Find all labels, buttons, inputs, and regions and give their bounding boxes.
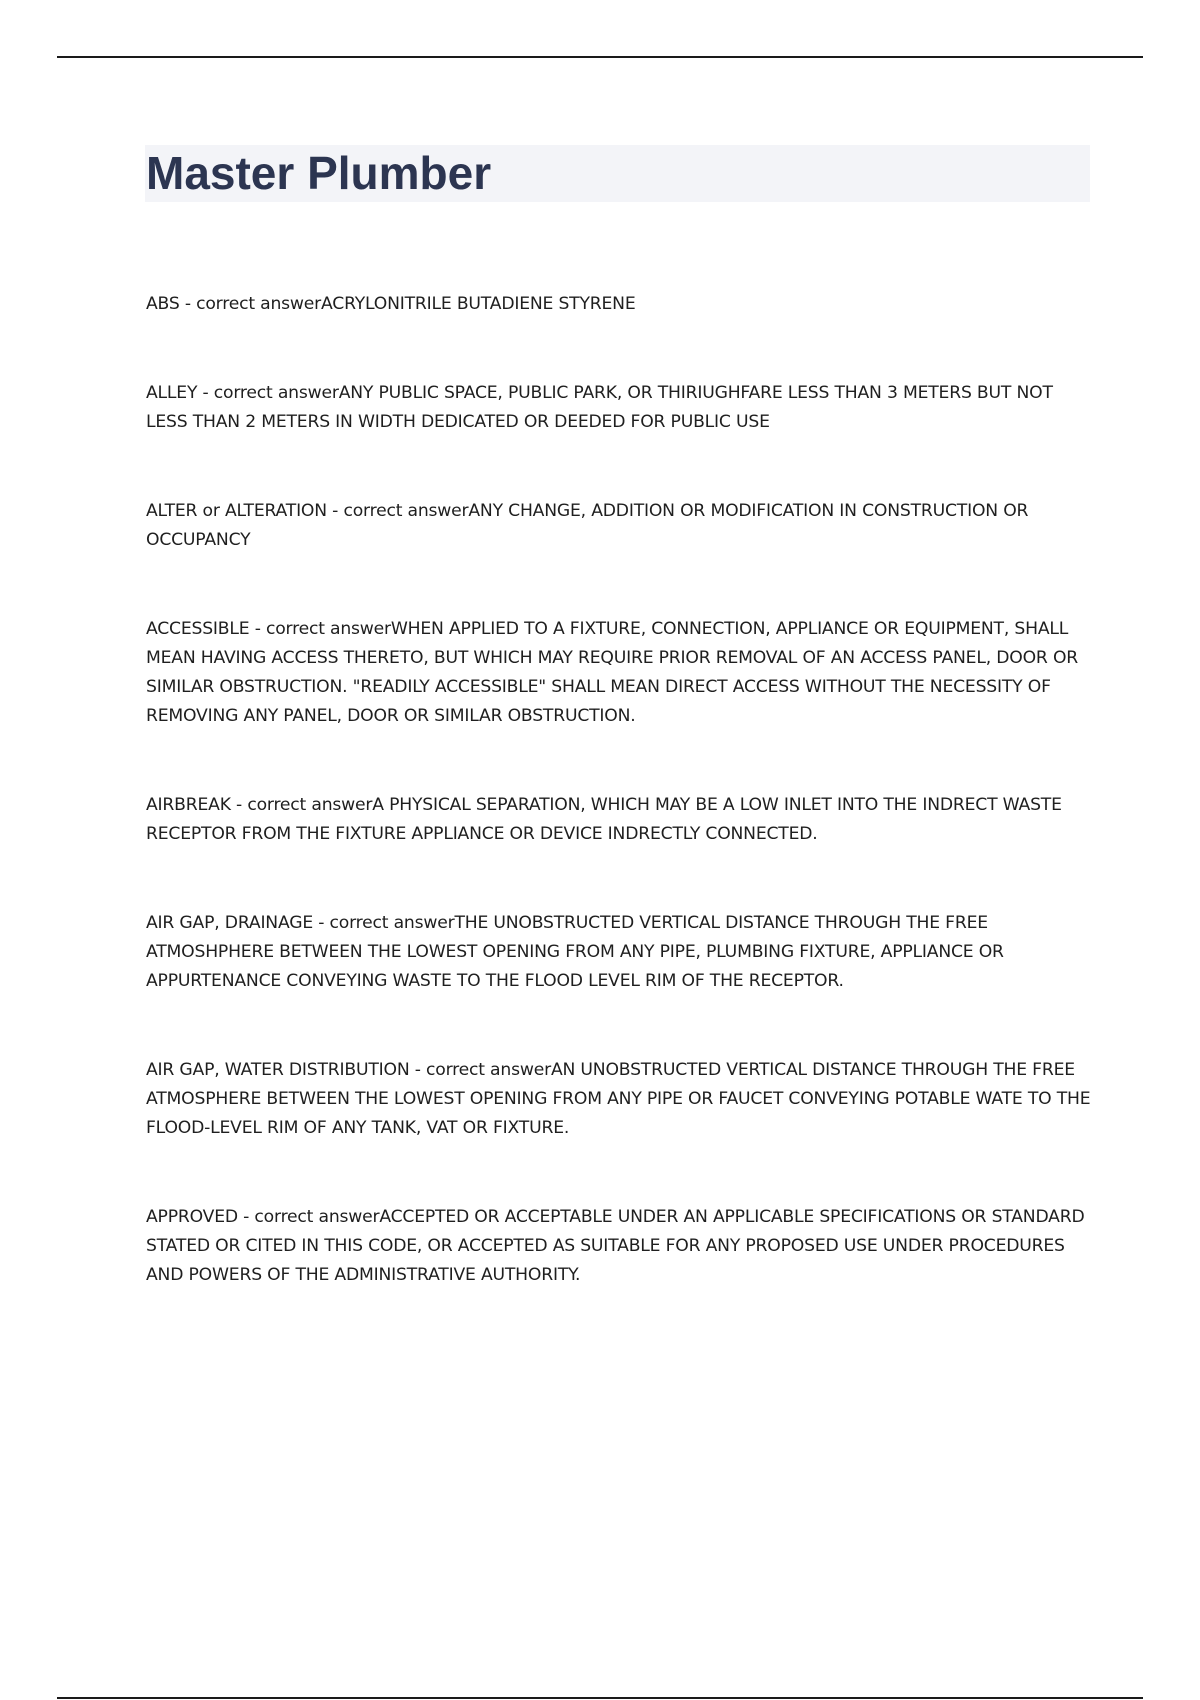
definition-entry: ALTER or ALTERATION - correct answerANY CHANGE, ADDITION OR MODIFICATION IN CONSTRUCTION OR OCCUPANCY bbox=[146, 501, 1029, 550]
top-rule bbox=[57, 56, 1143, 58]
bottom-rule bbox=[57, 1697, 1143, 1699]
definition-entry: AIRBREAK - correct answerA PHYSICAL SEPARATION, WHICH MAY BE A LOW INLET INTO THE INDRECT WASTE RECEPTOR FROM THE FIXTURE APPLIANCE OR DEVICE INDRECTLY CONNECTED. bbox=[146, 795, 1062, 844]
definition-entry: AIR GAP, DRAINAGE - correct answerTHE UNOBSTRUCTED VERTICAL DISTANCE THROUGH THE FREE ATMOSHPHERE BETWEEN THE LOWEST OPENING FROM ANY PIPE, PLUMBING FIXTURE, APPLIANCE OR APPURTENANCE CONVEYING WASTE TO THE FLOOD LEVEL RIM OF THE RECEPTOR. bbox=[146, 913, 1004, 991]
definition-entry: ACCESSIBLE - correct answerWHEN APPLIED TO A FIXTURE, CONNECTION, APPLIANCE OR EQUIPMENT, SHALL MEAN HAVING ACCESS THERETO, BUT WHICH MAY REQUIRE PRIOR REMOVAL OF AN ACCESS PANEL, DOOR OR SIMILAR OBSTRUCTION. "READILY ACCESSIBLE" SHALL MEAN DIRECT ACCESS WITHOUT THE NECESSITY OF REMOVING ANY PANEL, DOOR OR SIMILAR OBSTRUCTION. bbox=[146, 619, 1079, 726]
definition-list bbox=[146, 290, 1096, 1350]
definition-entry: ALLEY - correct answerANY PUBLIC SPACE, PUBLIC PARK, OR THIRIUGHFARE LESS THAN 3 METERS BUT NOT LESS THAN 2 METERS IN WIDTH DEDICATED OR DEEDED FOR PUBLIC USE bbox=[146, 383, 1053, 432]
definition-entry: APPROVED - correct answerACCEPTED OR ACCEPTABLE UNDER AN APPLICABLE SPECIFICATIONS OR STANDARD STATED OR CITED IN THIS CODE, OR ACCEPTED AS SUITABLE FOR ANY PROPOSED USE UNDER PROCEDURES AND POWERS OF THE ADMINISTRATIVE AUTHORITY. bbox=[146, 1207, 1085, 1285]
definition-entry: AIR GAP, WATER DISTRIBUTION - correct answerAN UNOBSTRUCTED VERTICAL DISTANCE THROUGH THE FREE ATMOSPHERE BETWEEN THE LOWEST OPENING FROM ANY PIPE OR FAUCET CONVEYING POTABLE WATE TO THE FLOOD-LEVEL RIM OF ANY TANK, VAT OR FIXTURE. bbox=[146, 1060, 1091, 1138]
definition-entry: ABS - correct answerACRYLONITRILE BUTADIENE STYRENE bbox=[146, 294, 636, 314]
page-title: Master Plumber bbox=[146, 147, 492, 199]
